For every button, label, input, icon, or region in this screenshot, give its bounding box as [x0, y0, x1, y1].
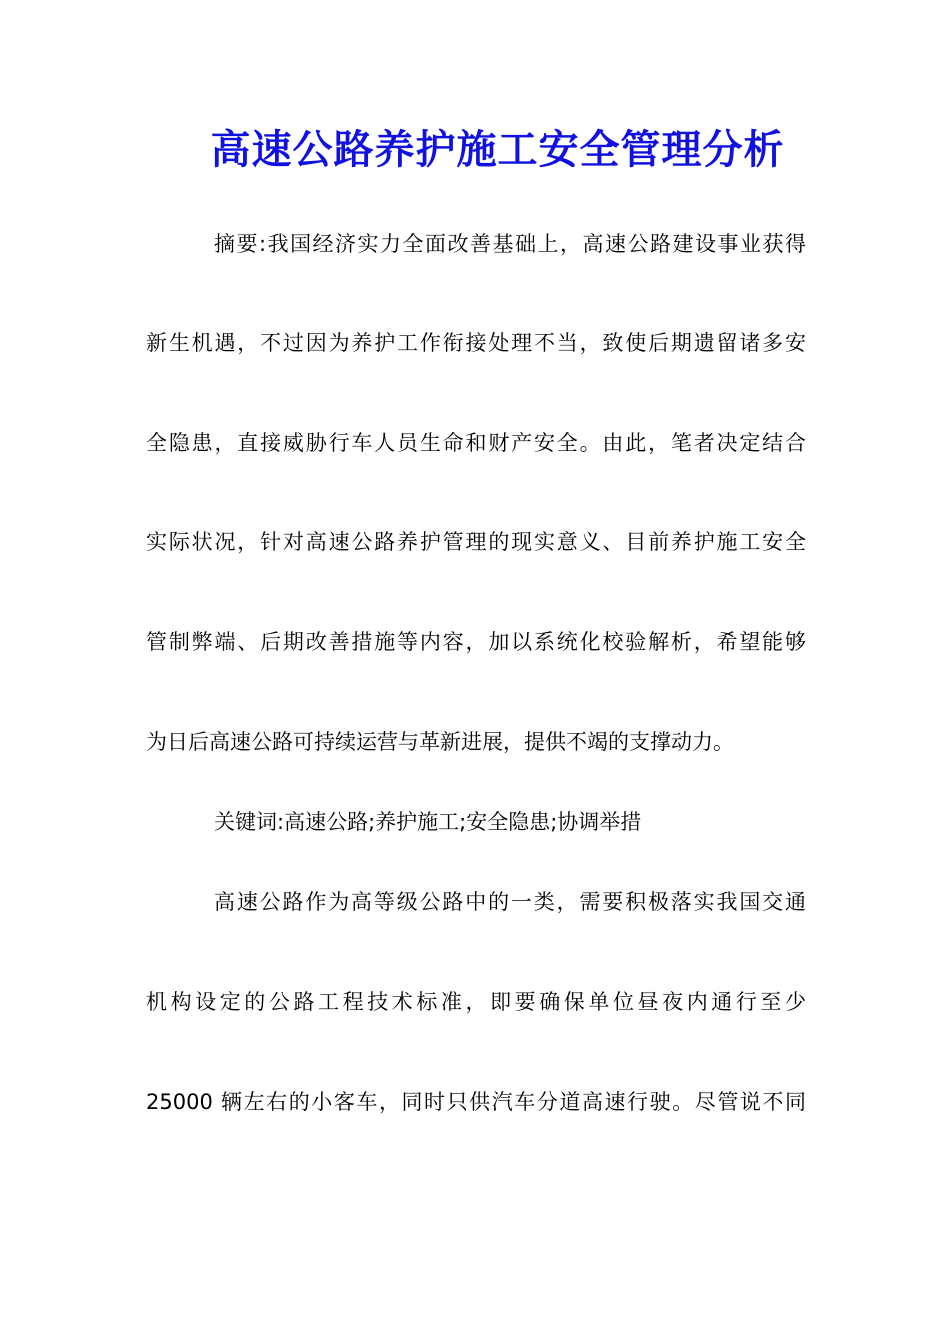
body-line: 高速公路作为高等级公路中的一类，需要积极落实我国交通: [214, 890, 806, 914]
keywords-line: 关键词:高速公路;养护施工;安全隐患;协调举措: [214, 810, 642, 834]
document-title: 高速公路养护施工安全管理分析: [210, 126, 785, 173]
body-line: 25000 辆左右的小客车，同时只供汽车分道高速行驶。尽管说不同: [146, 1090, 806, 1114]
abstract-line: 实际状况，针对高速公路养护管理的现实意义、目前养护施工安全: [146, 530, 806, 554]
abstract-line: 摘要:我国经济实力全面改善基础上，高速公路建设事业获得: [214, 232, 806, 256]
abstract-line: 为日后高速公路可持续运营与革新进展，提供不竭的支撑动力。: [146, 730, 734, 754]
abstract-line: 全隐患，直接威胁行车人员生命和财产安全。由此，笔者决定结合: [146, 431, 806, 455]
body-line: 机构设定的公路工程技术标准，即要确保单位昼夜内通行至少: [146, 990, 806, 1014]
abstract-line: 管制弊端、后期改善措施等内容，加以系统化校验解析，希望能够: [146, 630, 806, 654]
abstract-line: 新生机遇，不过因为养护工作衔接处理不当，致使后期遗留诸多安: [146, 331, 806, 355]
